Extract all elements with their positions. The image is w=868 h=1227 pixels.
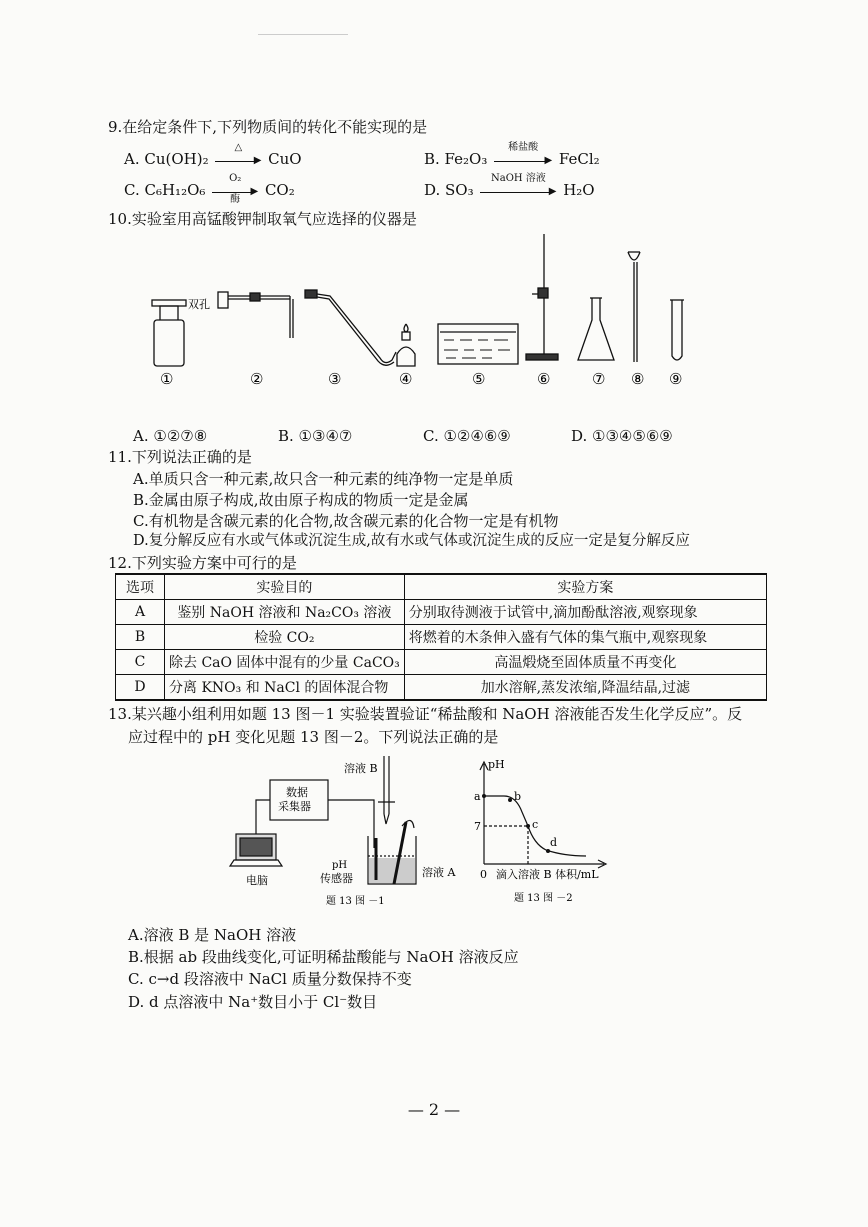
arrow-condition: NaOH 溶液 [491, 173, 546, 184]
arrow-condition: 稀盐酸 [508, 142, 539, 153]
point-a-label: a [474, 790, 481, 803]
collector-label-1: 数据 [286, 786, 308, 799]
x-axis-label: 滴入溶液 B 体积/mL [496, 868, 599, 881]
table-row [116, 625, 767, 650]
test-tube-icon [670, 300, 684, 360]
sensor-label-2: 传感器 [320, 872, 353, 885]
q13-option-b: B.根据 ab 段曲线变化,可证明稀盐酸能与 NaOH 溶液反应 [128, 948, 519, 966]
row-purpose: 分离 KNO₃ 和 NaCl 的固体混合物 [165, 675, 405, 701]
fig13-1-caption: 题 13 图 －1 [326, 896, 385, 907]
label-2: ② [250, 370, 264, 388]
row-option: B [116, 625, 165, 650]
q9-option-c [124, 173, 295, 205]
arrow-condition: △ [234, 142, 243, 153]
stopper-tube-icon [218, 292, 293, 338]
row-option: A [116, 600, 165, 625]
y-axis-label: pH [488, 758, 505, 771]
label-6: ⑥ [537, 370, 551, 388]
q9-c-reactant: C. C₆H₁₂O₆ [124, 181, 206, 199]
fig13-2-caption: 题 13 图 －2 [514, 893, 573, 904]
alcohol-lamp-icon [397, 324, 415, 366]
table-row [116, 650, 767, 675]
q9-option-d [424, 173, 595, 200]
label-4: ④ [399, 370, 413, 388]
q12-stem: 12.下列实验方案中可行的是 [108, 554, 297, 572]
reaction-arrow: △ ▶ [215, 153, 261, 167]
header-plan: 实验方案 [404, 574, 766, 600]
q11-option-b: B.金属由原子构成,故由原子构成的物质一定是金属 [133, 491, 469, 509]
q11-stem: 11.下列说法正确的是 [108, 448, 252, 466]
q13-option-d: D. d 点溶液中 Na⁺数目小于 Cl⁻数目 [128, 993, 378, 1011]
long-funnel-icon [628, 252, 640, 362]
label-3: ③ [328, 370, 342, 388]
apparatus-figure [140, 228, 700, 398]
q13-option-a: A.溶液 B 是 NaOH 溶液 [128, 926, 297, 944]
q9-d-product: H₂O [563, 181, 595, 199]
label-5: ⑤ [472, 370, 486, 388]
row-purpose: 鉴别 NaOH 溶液和 Na₂CO₃ 溶液 [165, 600, 405, 625]
row-option: C [116, 650, 165, 675]
q9-option-b [424, 142, 600, 169]
q10-option-b: B. ①③④⑦ [278, 427, 353, 445]
iron-stand-icon [526, 234, 558, 360]
tick-7: 7 [474, 820, 481, 833]
fig13-2-ph-graph [470, 756, 630, 906]
q10-option-d: D. ①③④⑤⑥⑨ [571, 427, 673, 445]
gas-bottle-icon [152, 300, 186, 366]
point-d-label: d [550, 836, 558, 849]
q10-option-a: A. ①②⑦⑧ [133, 427, 208, 445]
arrow-catalyst: 酶 [230, 194, 241, 205]
row-purpose: 除去 CaO 固体中混有的少量 CaCO₃ [165, 650, 405, 675]
row-plan: 分别取待测液于试管中,滴加酚酞溶液,观察现象 [404, 600, 766, 625]
q9-c-product: CO₂ [264, 181, 295, 199]
q11-option-c: C.有机物是含碳元素的化合物,故含碳元素的化合物一定是有机物 [133, 512, 559, 530]
q9-option-a [124, 142, 302, 169]
solution-a-label: 溶液 A [422, 866, 456, 879]
table-row [116, 600, 767, 625]
collector-label-2: 采集器 [278, 800, 311, 813]
label-8: ⑧ [631, 370, 645, 388]
header-option: 选项 [116, 574, 165, 600]
row-plan: 将燃着的木条伸入盛有气体的集气瓶中,观察现象 [404, 625, 766, 650]
q11-option-a: A.单质只含一种元素,故只含一种元素的纯净物一定是单质 [133, 470, 514, 488]
arrow-condition: O₂ [229, 173, 242, 184]
q9-a-reactant: A. Cu(OH)₂ [124, 150, 209, 168]
label-1: ① [160, 370, 174, 388]
q10-option-c: C. ①②④⑥⑨ [423, 427, 511, 445]
table-row [116, 675, 767, 701]
sensor-label-1: pH [332, 860, 348, 871]
burette-icon [378, 756, 395, 824]
row-option: D [116, 675, 165, 701]
header-purpose: 实验目的 [165, 574, 405, 600]
computer-icon [230, 834, 282, 866]
q9-b-reactant: B. Fe₂O₃ [424, 150, 488, 168]
water-trough-icon [438, 324, 518, 364]
q13-stem-line2: 应过程中的 pH 变化见题 13 图－2。下列说法正确的是 [128, 728, 499, 746]
delivery-tube-icon [305, 290, 396, 365]
hole-label: 双孔 [188, 298, 210, 311]
origin-label: 0 [480, 868, 487, 881]
q11-option-d: D.复分解反应有水或气体或沉淀生成,故有水或气体或沉淀生成的反应一定是复分解反应 [133, 533, 690, 549]
reaction-arrow: O₂ ▶ 酶 [212, 184, 258, 198]
row-plan: 高温煅烧至固体质量不再变化 [404, 650, 766, 675]
q13-stem-line1: 13.某兴趣小组利用如题 13 图－1 实验装置验证“稀盐酸和 NaOH 溶液能否发生化学反应”。反 [108, 705, 743, 723]
apparatus-labels [160, 370, 682, 388]
conical-flask-icon [578, 298, 614, 360]
reaction-arrow: NaOH 溶液 ▶ [480, 184, 556, 198]
q13-option-c: C. c→d 段溶液中 NaCl 质量分数保持不变 [128, 970, 412, 988]
top-mark [258, 34, 348, 38]
table-header-row [116, 574, 767, 600]
point-b-label: b [514, 790, 522, 803]
reaction-arrow: 稀盐酸 ▶ [494, 153, 552, 167]
q9-stem: 9.在给定条件下,下列物质间的转化不能实现的是 [108, 118, 428, 136]
row-purpose: 检验 CO₂ [165, 625, 405, 650]
point-c-label: c [532, 818, 539, 831]
q9-b-product: FeCl₂ [558, 150, 600, 168]
solution-b-label: 溶液 B [344, 762, 378, 775]
fig13-1-apparatus [226, 752, 466, 912]
label-7: ⑦ [592, 370, 606, 388]
q9-d-reactant: D. SO₃ [424, 181, 474, 199]
q12-table [115, 573, 767, 701]
row-plan: 加水溶解,蒸发浓缩,降温结晶,过滤 [404, 675, 766, 701]
q10-stem: 10.实验室用高锰酸钾制取氧气应选择的仪器是 [108, 210, 417, 228]
page-number: — 2 — [407, 1100, 461, 1119]
label-9: ⑨ [669, 370, 683, 388]
q9-a-product: CuO [268, 150, 302, 168]
computer-label: 电脑 [246, 874, 268, 887]
